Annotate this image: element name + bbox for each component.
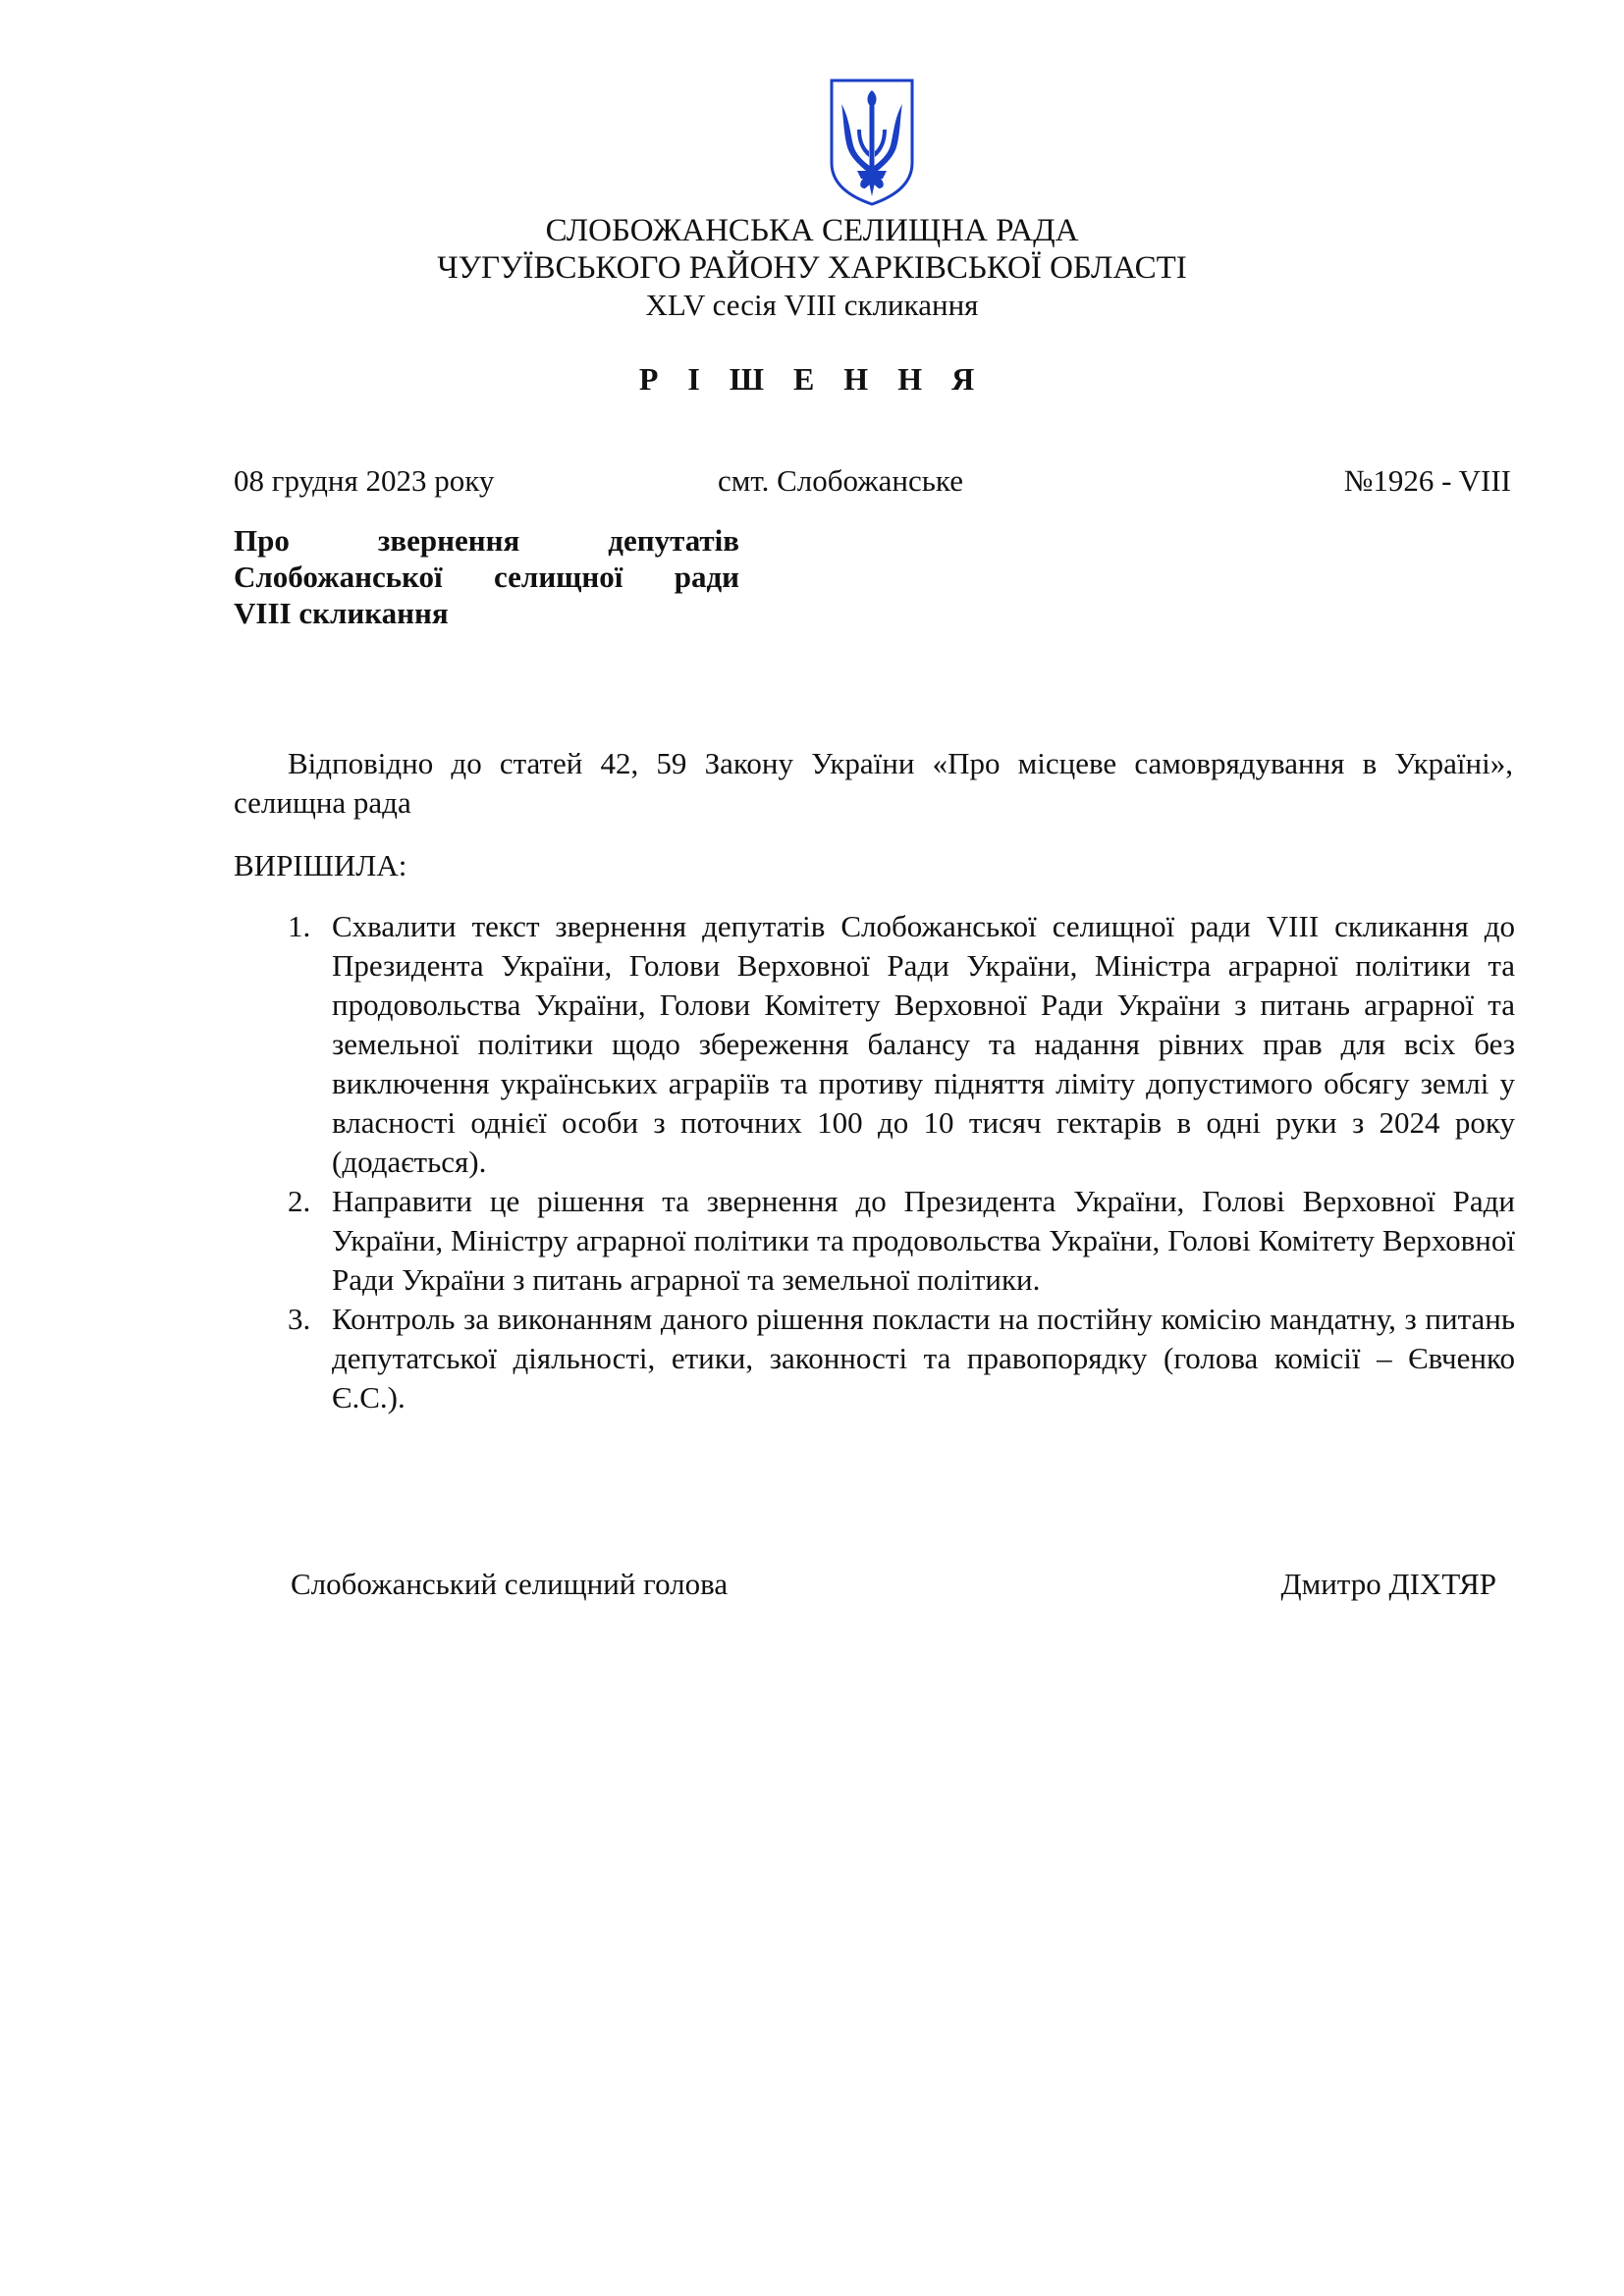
document-title: Р І Ш Е Н Н Я (638, 361, 986, 397)
district-region-name: ЧУГУЇВСЬКОГО РАЙОНУ ХАРКІВСЬКОЇ ОБЛАСТІ (437, 250, 1187, 286)
coat-of-arms-trident-icon (828, 77, 916, 208)
decision-place: смт. Слобожанське (718, 463, 963, 498)
session-convocation: XLV сесія VIII скликання (645, 288, 979, 322)
decision-date: 08 грудня 2023 року (234, 463, 495, 498)
subject-line: Про звернення депутатів (234, 523, 739, 558)
decision-item (234, 1182, 1515, 1300)
decision-item-number: 3. (288, 1302, 311, 1336)
decision-item (234, 907, 1515, 1182)
decision-subject (234, 522, 739, 631)
decision-item-text: Схвалити текст звернення депутатів Слобожанської селищної ради VIII скликання до Президента України, Голови Верховної Ради України, Міністра аграрної політики та продовольства України, Голови Комітету Верховної Ради України з питань аграрної та земельної політики щодо збереження балансу та надання рівних прав для всіх без виключення українських аграріїв та противу підняття ліміту допустимого обсягу землі у власності однієї особи з поточних 100 до 10 тисяч гектарів в одні руки з 2024 року (додається). (332, 909, 1515, 1179)
decision-item-number: 2. (288, 1184, 311, 1218)
subject-line: Слобожанської селищної ради (234, 560, 739, 594)
subject-line: VIII скликання (234, 596, 449, 630)
signatory-title: Слобожанський селищний голова (291, 1567, 729, 1601)
signatory-name: Дмитро ДІХТЯР (1280, 1567, 1496, 1601)
decision-item (234, 1300, 1515, 1417)
decision-item-text: Контроль за виконанням даного рішення покласти на постійну комісію мандатну, з питань депутатської діяльності, етики, законності та правопорядку (голова комісії – Євченко Є.С.). (332, 1302, 1515, 1415)
decision-number: №1926 - VIII (1343, 463, 1511, 498)
resolved-heading: ВИРІШИЛА: (234, 848, 407, 882)
decision-item-number: 1. (288, 909, 311, 943)
decision-list (234, 907, 1515, 1417)
decision-item-text: Направити це рішення та звернення до Президента України, Голові Верховної Ради України, Міністру аграрної політики та продовольства України, Голові Комітету Верховної Ради України з питань аграрної та земельної політики. (332, 1184, 1515, 1297)
council-name: СЛОБОЖАНСЬКА СЕЛИЩНА РАДА (545, 213, 1079, 248)
preamble-paragraph: Відповідно до статей 42, 59 Закону України «Про місцеве самоврядування в Україні», селищна рада (234, 746, 1513, 820)
